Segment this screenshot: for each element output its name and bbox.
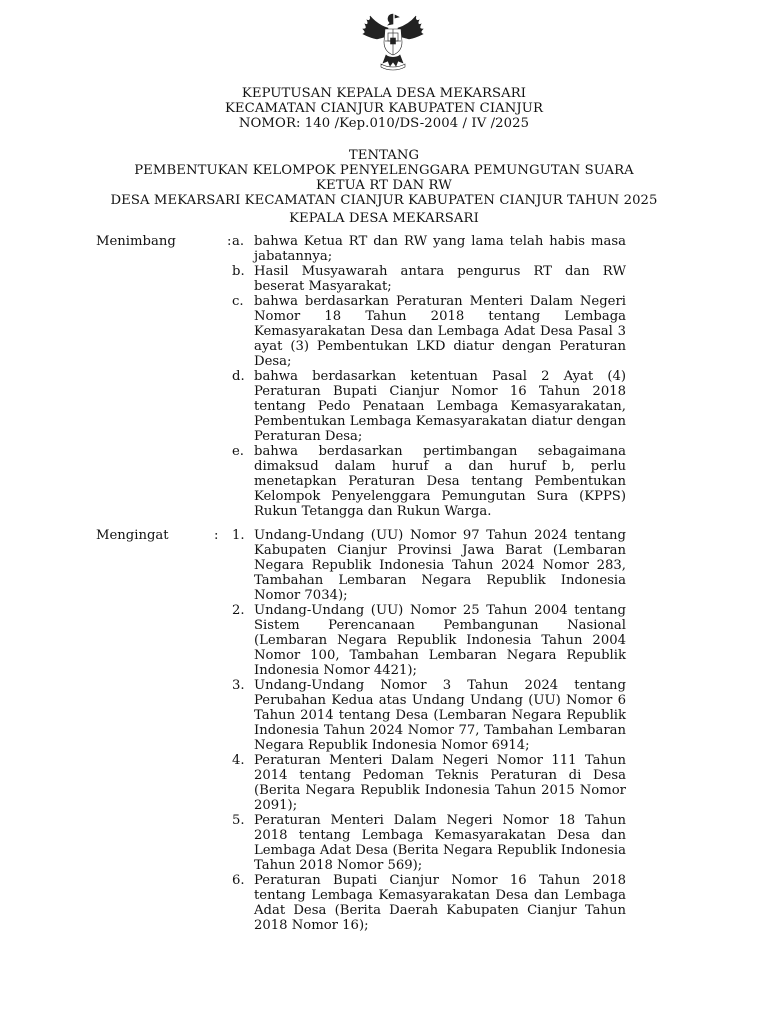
item-marker: d.: [232, 369, 245, 384]
item-marker: 3.: [232, 678, 245, 693]
section-colon: :: [227, 234, 232, 249]
decree-number: NOMOR: 140 /Kep.010/DS-2004 / IV /2025: [238, 116, 530, 131]
decree-title: [0, 86, 768, 131]
item-text: bahwa Ketua RT dan RW yang lama telah habis masa jabatannya;: [254, 234, 626, 264]
item-text: Peraturan Menteri Dalam Negeri Nomor 111 Tahun 2014 tentang Pedoman Teknis Peraturan di Desa (Berita Negara Republik Indonesia Tahun 2015 Nomor 2091);: [254, 753, 626, 813]
section-label: Mengingat: [96, 528, 169, 543]
decree-title-line: KEPUTUSAN KEPALA DESA MEKARSARI: [241, 86, 527, 101]
list-item: [232, 444, 626, 519]
item-marker: a.: [232, 234, 245, 249]
list-item: [232, 264, 626, 294]
item-marker: e.: [232, 444, 244, 459]
decree-title-line: KECAMATAN CIANJUR KABUPATEN CIANJUR: [224, 101, 544, 116]
list-item: [232, 753, 626, 813]
item-text: Peraturan Bupati Cianjur Nomor 16 Tahun 2018 tentang Lembaga Kemasyarakatan Desa dan Lembaga Adat Desa (Berita Daerah Kabupaten Cianjur Tahun 2018 Nomor 16);: [254, 873, 626, 933]
item-marker: c.: [232, 294, 244, 309]
list-item: [232, 369, 626, 444]
item-text: Undang-Undang Nomor 3 Tahun 2024 tentang Perubahan Kedua atas Undang Undang (UU) Nomor 6 Tahun 2014 tentang Desa (Lembaran Negara Republik Indonesia Tahun 2024 Nomor 77, Tambahan Lembaran Negara Republik Indonesia Nomor 6914;: [254, 678, 626, 753]
item-text: bahwa berdasarkan Peraturan Menteri Dalam Negeri Nomor 18 Tahun 2018 tentang Lembaga Kemasyarakatan Desa dan Lembaga Adat Desa Pasal 3 ayat (3) Pembentukan LKD diatur dengan Peraturan Desa;: [254, 294, 626, 369]
item-text: Undang-Undang (UU) Nomor 25 Tahun 2004 tentang Sistem Perencanaan Pembangunan Nasional (Lembaran Negara Republik Indonesia Tahun 2004 Nomor 100, Tambahan Lembaran Negara Republik Indonesia Nomor 4421);: [254, 603, 626, 678]
item-text: bahwa berdasarkan pertimbangan sebagaimana dimaksud dalam huruf a dan huruf b, perlu menetapkan Peraturan Desa tentang Pembentukan Kelompok Penyelenggara Pemungutan Sura (KPPS) Rukun Tetangga dan Rukun Warga.: [254, 444, 626, 519]
subject-line: TENTANG: [348, 148, 420, 163]
menimbang-list: [232, 234, 626, 519]
item-marker: 4.: [232, 753, 245, 768]
subject-line: KETUA RT DAN RW: [316, 178, 452, 193]
garuda-emblem-icon: [355, 12, 431, 72]
decree-subject: [0, 148, 768, 208]
section-label: Menimbang: [96, 234, 176, 249]
section-colon: :: [214, 528, 219, 543]
item-text: bahwa berdasarkan ketentuan Pasal 2 Ayat (4) Peraturan Bupati Cianjur Nomor 16 Tahun 2018 tentang Pedo Penataan Lembaga Kemasyarakatan, Pembentukan Lembaga Kemasyarakatan diatur dengan Peraturan Desa;: [254, 369, 626, 444]
item-marker: b.: [232, 264, 245, 279]
list-item: [232, 873, 626, 933]
item-marker: 6.: [232, 873, 245, 888]
item-text: Hasil Musyawarah antara pengurus RT dan RW beserat Masyarakat;: [254, 264, 626, 294]
issuing-official: [0, 211, 768, 226]
item-marker: 1.: [232, 528, 245, 543]
official-title: KEPALA DESA MEKARSARI: [289, 211, 479, 226]
item-marker: 5.: [232, 813, 245, 828]
list-item: [232, 603, 626, 678]
list-item: [232, 234, 626, 264]
list-item: [232, 813, 626, 873]
item-marker: 2.: [232, 603, 245, 618]
item-text: Undang-Undang (UU) Nomor 97 Tahun 2024 tentang Kabupaten Cianjur Provinsi Jawa Barat (Lembaran Negara Republik Indonesia Tahun 2024 Nomor 283, Tambahan Lembaran Negara Republik Indonesia Nomor 7034);: [254, 528, 626, 603]
list-item: [232, 678, 626, 753]
subject-line: PEMBENTUKAN KELOMPOK PENYELENGGARA PEMUNGUTAN SUARA: [134, 163, 634, 178]
subject-line: DESA MEKARSARI KECAMATAN CIANJUR KABUPATEN CIANJUR TAHUN 2025: [110, 193, 658, 208]
mengingat-list: [232, 528, 626, 933]
item-text: Peraturan Menteri Dalam Negeri Nomor 18 Tahun 2018 tentang Lembaga Kemasyarakatan Desa dan Lembaga Adat Desa (Berita Negara Republik Indonesia Tahun 2018 Nomor 569);: [254, 813, 626, 873]
list-item: [232, 294, 626, 369]
list-item: [232, 528, 626, 603]
